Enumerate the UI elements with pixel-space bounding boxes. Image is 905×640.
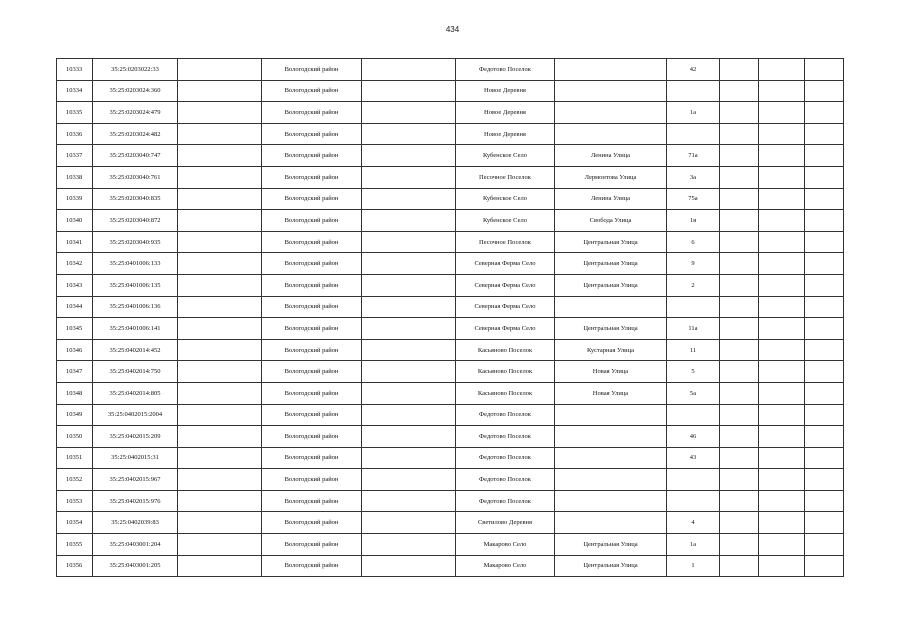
record-number-cell: 10348	[57, 382, 93, 404]
house-number-cell: 11а	[667, 318, 720, 340]
street-cell: Ленина Улица	[555, 145, 667, 167]
record-number-cell: 10343	[57, 274, 93, 296]
cadastral-number-cell: 35:25:0402014:805	[93, 382, 178, 404]
house-number-cell: 71а	[667, 145, 720, 167]
street-cell: Центральная Улица	[555, 534, 667, 556]
empty-cell	[759, 231, 805, 253]
table-row	[57, 361, 844, 383]
empty-cell	[720, 274, 759, 296]
district-cell: Вологодский район	[262, 534, 362, 556]
empty-cell	[362, 426, 456, 448]
empty-cell	[805, 469, 844, 491]
locality-cell: Песочное Поселок	[456, 166, 555, 188]
locality-cell: Кубенское Село	[456, 145, 555, 167]
empty-cell	[759, 274, 805, 296]
house-number-cell: 5а	[667, 382, 720, 404]
record-number-cell: 10333	[57, 59, 93, 81]
empty-cell	[178, 339, 262, 361]
house-number-cell: 1а	[667, 534, 720, 556]
record-number-cell: 10346	[57, 339, 93, 361]
house-number-cell	[667, 469, 720, 491]
empty-cell	[178, 426, 262, 448]
empty-cell	[178, 296, 262, 318]
cadastral-number-cell: 35:25:0401006:135	[93, 274, 178, 296]
empty-cell	[720, 361, 759, 383]
house-number-cell	[667, 404, 720, 426]
street-cell: Лермонтова Улица	[555, 166, 667, 188]
empty-cell	[759, 361, 805, 383]
record-number-cell: 10345	[57, 318, 93, 340]
cadastral-number-cell: 35:25:0401006:133	[93, 253, 178, 275]
empty-cell	[178, 188, 262, 210]
street-cell: Новая Улица	[555, 382, 667, 404]
empty-cell	[720, 555, 759, 577]
record-number-cell: 10339	[57, 188, 93, 210]
table-row	[57, 555, 844, 577]
empty-cell	[178, 512, 262, 534]
table-row	[57, 447, 844, 469]
empty-cell	[805, 318, 844, 340]
empty-cell	[759, 253, 805, 275]
empty-cell	[720, 210, 759, 232]
locality-cell: Федотово Поселок	[456, 469, 555, 491]
empty-cell	[805, 210, 844, 232]
empty-cell	[178, 231, 262, 253]
cadastral-number-cell: 35:25:0402015:209	[93, 426, 178, 448]
house-number-cell	[667, 296, 720, 318]
district-cell: Вологодский район	[262, 339, 362, 361]
empty-cell	[759, 555, 805, 577]
empty-cell	[720, 318, 759, 340]
empty-cell	[805, 555, 844, 577]
empty-cell	[759, 339, 805, 361]
locality-cell: Касьяново Поселок	[456, 339, 555, 361]
table-row	[57, 210, 844, 232]
empty-cell	[362, 59, 456, 81]
empty-cell	[362, 469, 456, 491]
district-cell: Вологодский район	[262, 274, 362, 296]
empty-cell	[759, 145, 805, 167]
cadastral-number-cell: 35:25:0402014:452	[93, 339, 178, 361]
locality-cell: Федотово Поселок	[456, 426, 555, 448]
district-cell: Вологодский район	[262, 426, 362, 448]
record-number-cell: 10352	[57, 469, 93, 491]
cadastral-number-cell: 35:25:0401006:136	[93, 296, 178, 318]
locality-cell: Северная Ферма Село	[456, 318, 555, 340]
locality-cell: Федотово Поселок	[456, 59, 555, 81]
cadastral-number-cell: 35:25:0402015:967	[93, 469, 178, 491]
cadastral-number-cell: 35:25:0402039:83	[93, 512, 178, 534]
empty-cell	[178, 469, 262, 491]
record-number-cell: 10337	[57, 145, 93, 167]
empty-cell	[720, 123, 759, 145]
table-row	[57, 80, 844, 102]
street-cell: Центральная Улица	[555, 253, 667, 275]
house-number-cell: 1я	[667, 210, 720, 232]
empty-cell	[362, 339, 456, 361]
street-cell	[555, 490, 667, 512]
cadastral-number-cell: 35:25:0402015:976	[93, 490, 178, 512]
empty-cell	[720, 339, 759, 361]
district-cell: Вологодский район	[262, 59, 362, 81]
district-cell: Вологодский район	[262, 231, 362, 253]
empty-cell	[362, 512, 456, 534]
table-row	[57, 339, 844, 361]
record-number-cell: 10338	[57, 166, 93, 188]
house-number-cell: 43	[667, 447, 720, 469]
record-number-cell: 10350	[57, 426, 93, 448]
empty-cell	[759, 59, 805, 81]
empty-cell	[362, 188, 456, 210]
house-number-cell: 46	[667, 426, 720, 448]
empty-cell	[362, 102, 456, 124]
cadastral-number-cell: 35:25:0203040:835	[93, 188, 178, 210]
empty-cell	[759, 210, 805, 232]
empty-cell	[720, 426, 759, 448]
empty-cell	[759, 80, 805, 102]
cadastral-number-cell: 35:25:0402015:2004	[93, 404, 178, 426]
locality-cell: Северная Ферма Село	[456, 296, 555, 318]
empty-cell	[805, 447, 844, 469]
empty-cell	[720, 166, 759, 188]
cadastral-number-cell: 35:25:0203040:935	[93, 231, 178, 253]
empty-cell	[805, 166, 844, 188]
street-cell	[555, 80, 667, 102]
table-row	[57, 231, 844, 253]
empty-cell	[720, 253, 759, 275]
empty-cell	[178, 166, 262, 188]
table-row	[57, 123, 844, 145]
street-cell	[555, 123, 667, 145]
empty-cell	[805, 59, 844, 81]
empty-cell	[720, 80, 759, 102]
house-number-cell	[667, 80, 720, 102]
cadastral-number-cell: 35:25:0203024:482	[93, 123, 178, 145]
district-cell: Вологодский район	[262, 490, 362, 512]
district-cell: Вологодский район	[262, 361, 362, 383]
street-cell: Свобода Улица	[555, 210, 667, 232]
empty-cell	[362, 166, 456, 188]
empty-cell	[362, 274, 456, 296]
cadastral-number-cell: 35:25:0403001:204	[93, 534, 178, 556]
cadastral-number-cell: 35:25:0403001:205	[93, 555, 178, 577]
house-number-cell: 75а	[667, 188, 720, 210]
empty-cell	[362, 361, 456, 383]
empty-cell	[805, 490, 844, 512]
empty-cell	[759, 534, 805, 556]
record-number-cell: 10334	[57, 80, 93, 102]
table-row	[57, 145, 844, 167]
empty-cell	[362, 382, 456, 404]
district-cell: Вологодский район	[262, 404, 362, 426]
empty-cell	[178, 210, 262, 232]
empty-cell	[362, 318, 456, 340]
locality-cell: Кубенское Село	[456, 188, 555, 210]
empty-cell	[362, 145, 456, 167]
empty-cell	[805, 296, 844, 318]
table-row	[57, 318, 844, 340]
cadastral-number-cell: 35:25:0203040:872	[93, 210, 178, 232]
district-cell: Вологодский район	[262, 102, 362, 124]
table-row	[57, 426, 844, 448]
cadastral-number-cell: 35:25:0401006:141	[93, 318, 178, 340]
street-cell	[555, 404, 667, 426]
empty-cell	[805, 361, 844, 383]
record-number-cell: 10347	[57, 361, 93, 383]
locality-cell: Новое Деревня	[456, 80, 555, 102]
district-cell: Вологодский район	[262, 210, 362, 232]
empty-cell	[759, 382, 805, 404]
locality-cell: Северная Ферма Село	[456, 253, 555, 275]
house-number-cell: 2	[667, 274, 720, 296]
house-number-cell: 9	[667, 253, 720, 275]
empty-cell	[178, 555, 262, 577]
page-number: 434	[445, 25, 460, 34]
record-number-cell: 10341	[57, 231, 93, 253]
empty-cell	[720, 145, 759, 167]
table-row	[57, 274, 844, 296]
cadastral-number-cell: 35:25:0402014:750	[93, 361, 178, 383]
house-number-cell: 1а	[667, 102, 720, 124]
table-row	[57, 534, 844, 556]
table-row	[57, 404, 844, 426]
street-cell	[555, 296, 667, 318]
house-number-cell: 1	[667, 555, 720, 577]
street-cell	[555, 426, 667, 448]
empty-cell	[720, 447, 759, 469]
district-cell: Вологодский район	[262, 296, 362, 318]
empty-cell	[178, 361, 262, 383]
empty-cell	[720, 231, 759, 253]
street-cell: Центральная Улица	[555, 555, 667, 577]
empty-cell	[178, 490, 262, 512]
empty-cell	[178, 80, 262, 102]
empty-cell	[805, 512, 844, 534]
record-number-cell: 10349	[57, 404, 93, 426]
house-number-cell	[667, 490, 720, 512]
street-cell: Центральная Улица	[555, 231, 667, 253]
district-cell: Вологодский район	[262, 123, 362, 145]
empty-cell	[759, 296, 805, 318]
record-number-cell: 10336	[57, 123, 93, 145]
empty-cell	[805, 80, 844, 102]
empty-cell	[759, 166, 805, 188]
empty-cell	[759, 102, 805, 124]
house-number-cell: 42	[667, 59, 720, 81]
table-row	[57, 469, 844, 491]
empty-cell	[178, 274, 262, 296]
table-row	[57, 512, 844, 534]
empty-cell	[178, 447, 262, 469]
locality-cell: Касьяново Поселок	[456, 382, 555, 404]
empty-cell	[178, 253, 262, 275]
street-cell	[555, 469, 667, 491]
empty-cell	[805, 123, 844, 145]
cadastral-number-cell: 35:25:0203022:33	[93, 59, 178, 81]
street-cell: Центральная Улица	[555, 318, 667, 340]
empty-cell	[759, 447, 805, 469]
table-row	[57, 188, 844, 210]
cadastral-number-cell: 35:25:0203024:360	[93, 80, 178, 102]
locality-cell: Федотово Поселок	[456, 490, 555, 512]
empty-cell	[805, 102, 844, 124]
street-cell	[555, 447, 667, 469]
locality-cell: Новое Деревня	[456, 123, 555, 145]
record-number-cell: 10335	[57, 102, 93, 124]
empty-cell	[178, 123, 262, 145]
empty-cell	[805, 231, 844, 253]
district-cell: Вологодский район	[262, 555, 362, 577]
empty-cell	[362, 210, 456, 232]
district-cell: Вологодский район	[262, 188, 362, 210]
house-number-cell: 4	[667, 512, 720, 534]
registry-body	[57, 59, 844, 577]
empty-cell	[720, 490, 759, 512]
empty-cell	[362, 534, 456, 556]
street-cell: Кустарная Улица	[555, 339, 667, 361]
empty-cell	[805, 274, 844, 296]
empty-cell	[720, 102, 759, 124]
locality-cell: Кубенское Село	[456, 210, 555, 232]
record-number-cell: 10344	[57, 296, 93, 318]
empty-cell	[362, 555, 456, 577]
empty-cell	[720, 382, 759, 404]
locality-cell: Касьяново Поселок	[456, 361, 555, 383]
record-number-cell: 10342	[57, 253, 93, 275]
district-cell: Вологодский район	[262, 382, 362, 404]
empty-cell	[362, 296, 456, 318]
empty-cell	[720, 296, 759, 318]
record-number-cell: 10356	[57, 555, 93, 577]
table-row	[57, 382, 844, 404]
table-row	[57, 253, 844, 275]
empty-cell	[720, 59, 759, 81]
cadastral-number-cell: 35:25:0203040:747	[93, 145, 178, 167]
record-number-cell: 10353	[57, 490, 93, 512]
empty-cell	[759, 318, 805, 340]
street-cell	[555, 59, 667, 81]
cadastral-number-cell: 35:25:0402015:31	[93, 447, 178, 469]
locality-cell: Новое Деревня	[456, 102, 555, 124]
street-cell: Новая Улица	[555, 361, 667, 383]
empty-cell	[178, 382, 262, 404]
empty-cell	[805, 188, 844, 210]
street-cell	[555, 512, 667, 534]
table-row	[57, 490, 844, 512]
empty-cell	[805, 253, 844, 275]
empty-cell	[178, 318, 262, 340]
record-number-cell: 10354	[57, 512, 93, 534]
empty-cell	[805, 382, 844, 404]
record-number-cell: 10351	[57, 447, 93, 469]
locality-cell: Светилово Деревня	[456, 512, 555, 534]
house-number-cell: 11	[667, 339, 720, 361]
street-cell: Ленина Улица	[555, 188, 667, 210]
empty-cell	[362, 404, 456, 426]
empty-cell	[720, 469, 759, 491]
house-number-cell: 3а	[667, 166, 720, 188]
district-cell: Вологодский район	[262, 447, 362, 469]
cadastral-number-cell: 35:25:0203024:479	[93, 102, 178, 124]
district-cell: Вологодский район	[262, 512, 362, 534]
table-row	[57, 102, 844, 124]
table-row	[57, 166, 844, 188]
locality-cell: Песочное Поселок	[456, 231, 555, 253]
empty-cell	[759, 490, 805, 512]
house-number-cell: 5	[667, 361, 720, 383]
empty-cell	[720, 512, 759, 534]
empty-cell	[805, 404, 844, 426]
district-cell: Вологодский район	[262, 469, 362, 491]
locality-cell: Федотово Поселок	[456, 404, 555, 426]
record-number-cell: 10340	[57, 210, 93, 232]
cadastral-number-cell: 35:25:0203040:761	[93, 166, 178, 188]
empty-cell	[178, 145, 262, 167]
empty-cell	[178, 534, 262, 556]
empty-cell	[720, 534, 759, 556]
locality-cell: Северная Ферма Село	[456, 274, 555, 296]
empty-cell	[362, 80, 456, 102]
empty-cell	[805, 339, 844, 361]
house-number-cell	[667, 123, 720, 145]
registry-table	[56, 58, 844, 577]
empty-cell	[759, 512, 805, 534]
empty-cell	[362, 490, 456, 512]
locality-cell: Макарово Село	[456, 534, 555, 556]
table-row	[57, 296, 844, 318]
locality-cell: Федотово Поселок	[456, 447, 555, 469]
empty-cell	[178, 59, 262, 81]
house-number-cell: 6	[667, 231, 720, 253]
empty-cell	[805, 534, 844, 556]
empty-cell	[759, 123, 805, 145]
empty-cell	[805, 426, 844, 448]
district-cell: Вологодский район	[262, 166, 362, 188]
empty-cell	[759, 426, 805, 448]
empty-cell	[362, 123, 456, 145]
empty-cell	[759, 469, 805, 491]
street-cell: Центральная Улица	[555, 274, 667, 296]
empty-cell	[178, 102, 262, 124]
empty-cell	[759, 404, 805, 426]
district-cell: Вологодский район	[262, 80, 362, 102]
record-number-cell: 10355	[57, 534, 93, 556]
empty-cell	[720, 188, 759, 210]
table-row	[57, 59, 844, 81]
empty-cell	[362, 447, 456, 469]
empty-cell	[178, 404, 262, 426]
empty-cell	[720, 404, 759, 426]
district-cell: Вологодский район	[262, 318, 362, 340]
empty-cell	[805, 145, 844, 167]
district-cell: Вологодский район	[262, 145, 362, 167]
empty-cell	[362, 231, 456, 253]
empty-cell	[759, 188, 805, 210]
district-cell: Вологодский район	[262, 253, 362, 275]
locality-cell: Макарово Село	[456, 555, 555, 577]
street-cell	[555, 102, 667, 124]
empty-cell	[362, 253, 456, 275]
